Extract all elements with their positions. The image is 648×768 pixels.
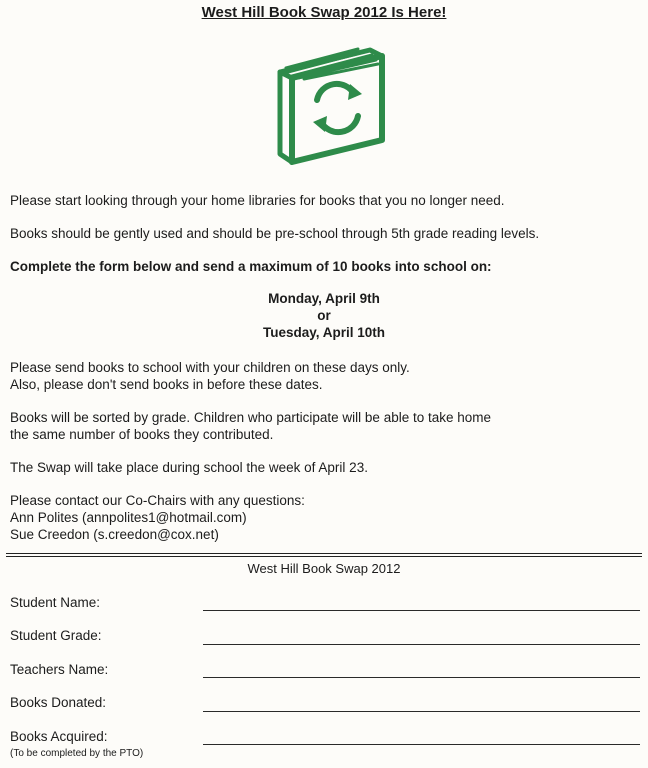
form-title: West Hill Book Swap 2012 (247, 561, 401, 576)
date-tuesday: Tuesday, April 10th (262, 325, 386, 340)
paragraph-levels: Books should be gently used and should be pre-school through 5th grade reading levels. (10, 226, 540, 241)
instruction-line-1: Please send books to school with your children on these days only. (10, 360, 410, 375)
pto-note: (To be completed by the PTO) (10, 748, 144, 759)
student-grade-label: Student Grade: (10, 628, 102, 643)
teachers-name-label: Teachers Name: (10, 662, 109, 677)
books-acquired-field[interactable] (203, 744, 640, 745)
page-title: West Hill Book Swap 2012 Is Here! (201, 4, 447, 21)
instruction-line-5: The Swap will take place during school the week of April 23. (10, 460, 368, 475)
books-donated-label: Books Donated: (10, 695, 107, 710)
contacts-heading: Please contact our Co-Chairs with any questions: (10, 493, 305, 508)
student-grade-field[interactable] (203, 644, 640, 645)
date-monday: Monday, April 9th (268, 291, 380, 306)
divider-bottom (6, 556, 642, 557)
student-name-label: Student Name: (10, 595, 101, 610)
date-or: or (317, 308, 331, 323)
paragraph-instruction: Complete the form below and send a maximum of 10 books into school on: (10, 259, 492, 274)
books-donated-field[interactable] (203, 711, 640, 712)
teachers-name-field[interactable] (203, 677, 640, 678)
instruction-line-3: Books will be sorted by grade. Children who participate will be able to take home (10, 410, 492, 425)
student-name-field[interactable] (203, 610, 640, 611)
instruction-line-4: the same number of books they contributed. (10, 427, 274, 442)
contact-ann: Ann Polites (annpolites1@hotmail.com) (10, 510, 247, 525)
books-acquired-label: Books Acquired: (10, 729, 108, 744)
contact-sue: Sue Creedon (s.creedon@cox.net) (10, 527, 219, 542)
paragraph-intro: Please start looking through your home libraries for books that you no longer need. (10, 193, 505, 208)
instruction-line-2: Also, please don't send books in before these dates. (10, 377, 323, 392)
divider-top (6, 553, 642, 554)
book-swap-icon (270, 38, 390, 166)
